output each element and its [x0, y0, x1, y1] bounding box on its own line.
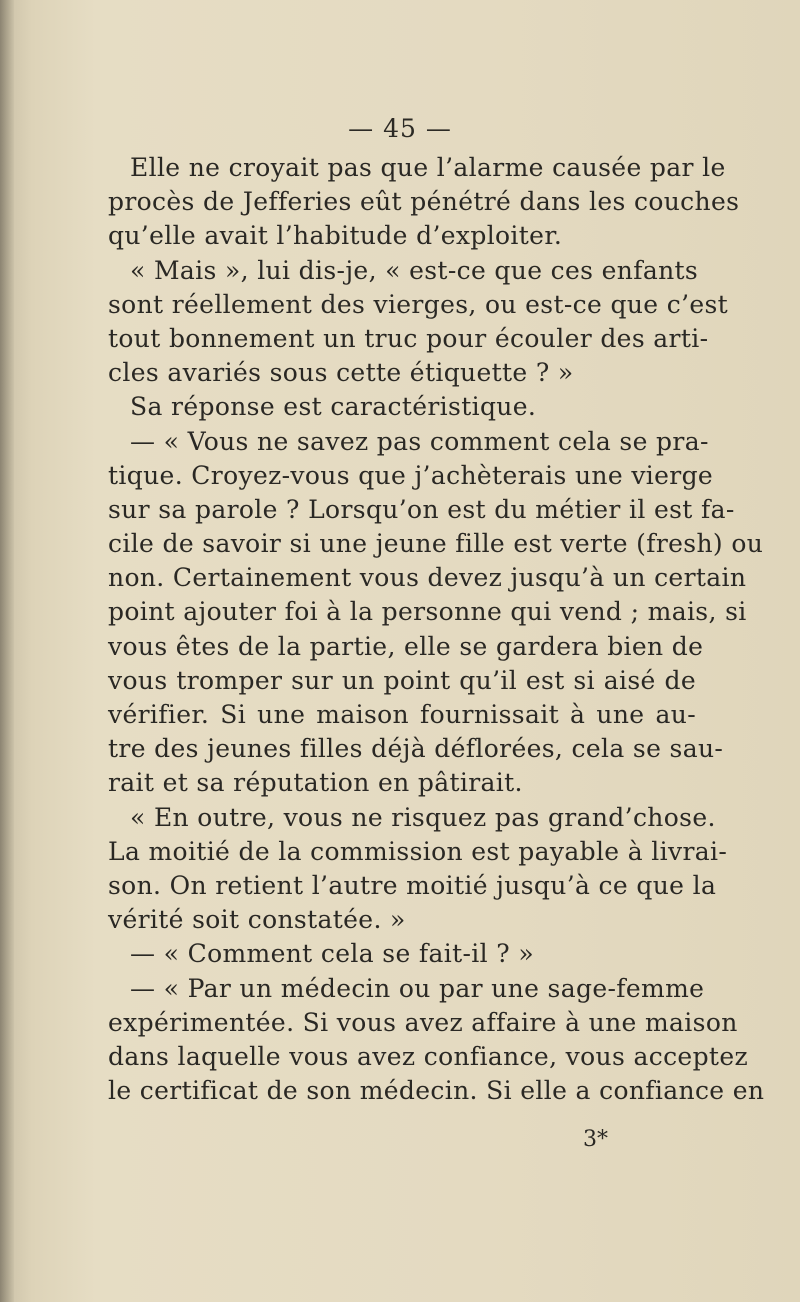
- text-line: cile de savoir si une jeune fille est verte (fresh) ou: [108, 529, 764, 559]
- text-line: rait et sa réputation en pâtirait.: [108, 768, 523, 798]
- text-line: tout bonnement un truc pour écouler des arti-: [108, 323, 709, 353]
- text-line: le certificat de son médecin. Si elle a confiance en: [108, 1076, 765, 1106]
- text-line: tre des jeunes filles déjà déflorées, cela se sau-: [108, 734, 724, 764]
- body-text: [108, 151, 765, 1108]
- text-line: tique. Croyez-vous que j’achèterais une vierge: [108, 460, 714, 490]
- text-line: dans laquelle vous avez confiance, vous acceptez: [108, 1041, 748, 1071]
- book-spine-shadow: [0, 0, 14, 1302]
- text-line: vous êtes de la partie, elle se gardera bien de: [108, 631, 704, 661]
- text-line: vous tromper sur un point qu’il est si aisé de: [108, 665, 696, 695]
- text-line: procès de Jefferies eût pénétré dans les couches: [108, 187, 740, 217]
- text-line: qu’elle avait l’habitude d’exploiter.: [108, 221, 563, 251]
- text-line: cles avariés sous cette étiquette ? »: [108, 358, 574, 388]
- text-line: expérimentée. Si vous avez affaire à une maison: [108, 1007, 738, 1037]
- text-line: — « Vous ne savez pas comment cela se pra-: [130, 426, 709, 456]
- text-line: vérité soit constatée. »: [108, 905, 406, 935]
- text-line: son. On retient l’autre moitié jusqu’à ce que la: [108, 870, 717, 900]
- text-line: « En outre, vous ne risquez pas grand’chose.: [130, 802, 716, 832]
- signature-mark: 3*: [583, 1127, 608, 1152]
- text-line: Sa réponse est caractéristique.: [130, 392, 537, 422]
- text-line: — « Par un médecin ou par une sage-femme: [130, 973, 705, 1003]
- text-line: vérifier. Si une maison fournissait à une au-: [108, 700, 696, 729]
- text-line: « Mais », lui dis-je, « est-ce que ces enfants: [130, 255, 699, 285]
- text-line: — « Comment cela se fait-il ? »: [130, 939, 534, 969]
- text-line: sur sa parole ? Lorsqu’on est du métier il est fa-: [108, 494, 735, 524]
- text-line: La moitié de la commission est payable à livrai-: [108, 836, 728, 866]
- text-line: Elle ne croyait pas que l’alarme causée par le: [130, 153, 726, 182]
- page-number: — 45 —: [348, 114, 452, 143]
- text-line: sont réellement des vierges, ou est-ce que c’est: [108, 289, 729, 319]
- text-line: non. Certainement vous devez jusqu’à un certain: [108, 563, 747, 593]
- text-line: point ajouter foi à la personne qui vend ; mais, si: [108, 597, 747, 627]
